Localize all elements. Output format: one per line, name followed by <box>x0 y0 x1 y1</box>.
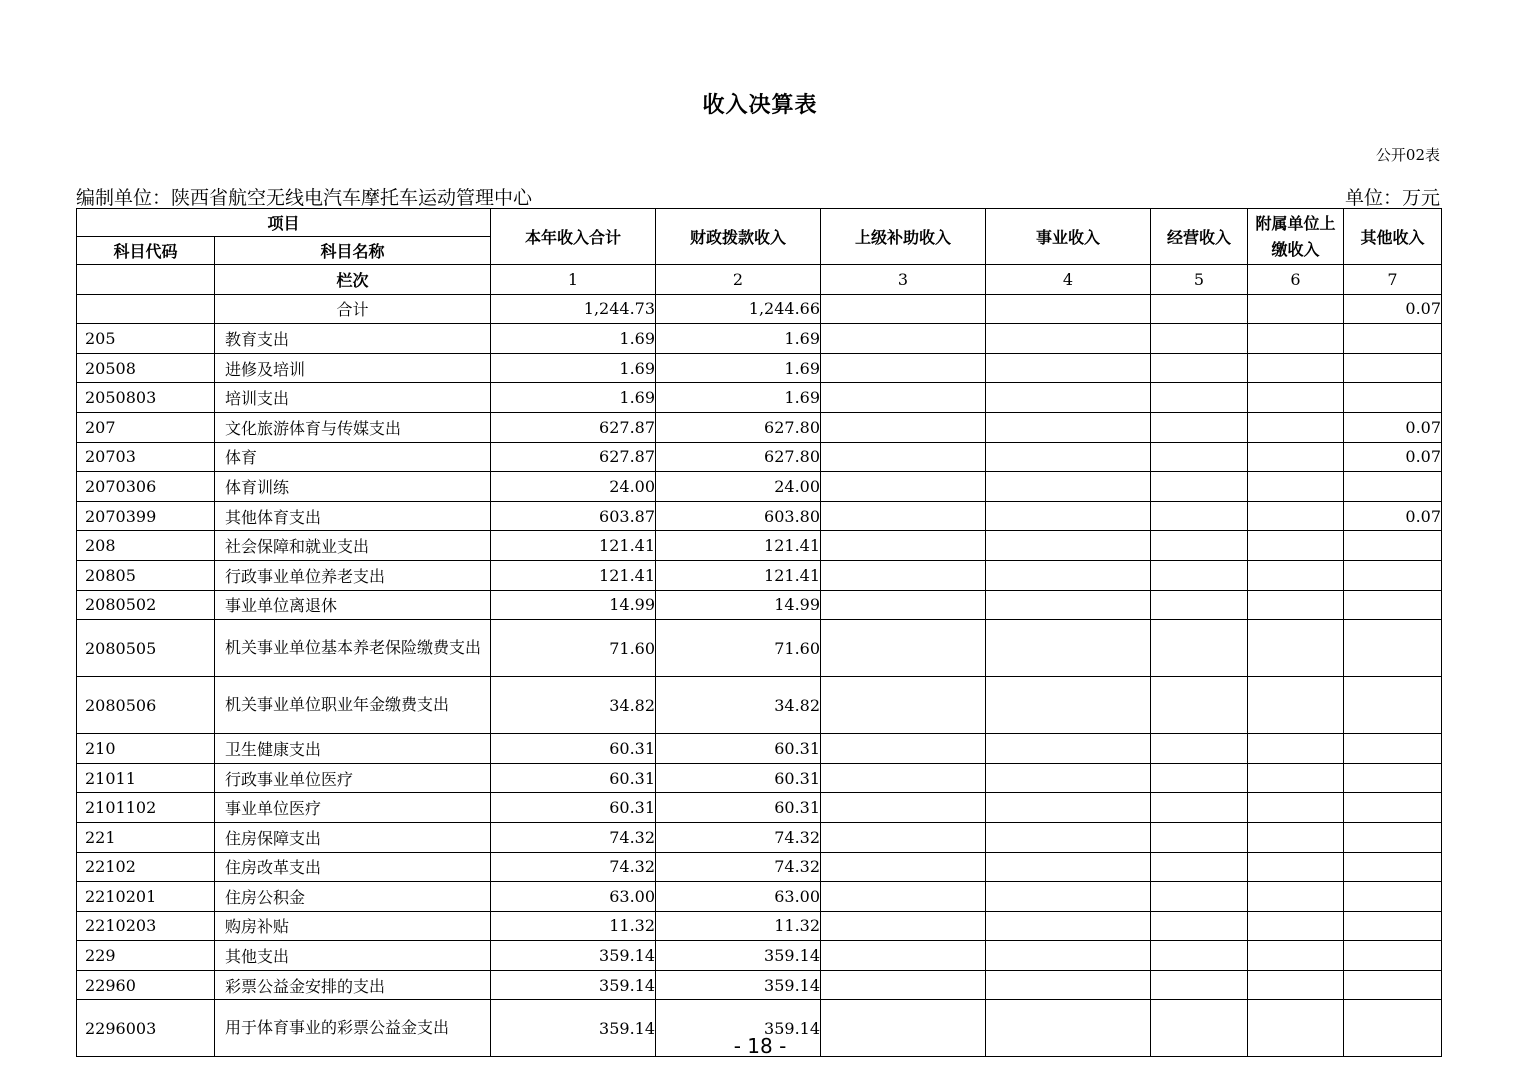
other-cell <box>1344 353 1442 383</box>
affiliated-cell <box>1248 620 1344 677</box>
business-cell <box>986 620 1151 677</box>
other-cell <box>1344 763 1442 793</box>
fiscal-cell: 121.41 <box>656 531 821 561</box>
affiliated-cell <box>1248 472 1344 502</box>
affiliated-cell <box>1248 353 1344 383</box>
superior-cell <box>821 590 986 620</box>
name-cell: 文化旅游体育与传媒支出 <box>215 412 491 442</box>
affiliated-cell <box>1248 822 1344 852</box>
code-cell: 22102 <box>77 852 215 882</box>
affiliated-cell <box>1248 560 1344 590</box>
other-cell <box>1344 383 1442 413</box>
total-cell: 603.87 <box>491 501 656 531</box>
name-cell: 行政事业单位医疗 <box>215 763 491 793</box>
other-cell <box>1344 560 1442 590</box>
code-cell: 2070399 <box>77 501 215 531</box>
superior-cell <box>821 383 986 413</box>
code-cell: 2080502 <box>77 590 215 620</box>
affiliated-cell <box>1248 852 1344 882</box>
operating-cell <box>1151 911 1248 941</box>
other-cell <box>1344 324 1442 354</box>
code-cell: 21011 <box>77 763 215 793</box>
name-cell: 培训支出 <box>215 383 491 413</box>
total-other-cell: 0.07 <box>1344 294 1442 324</box>
fiscal-cell: 359.14 <box>656 970 821 1000</box>
other-cell: 0.07 <box>1344 442 1442 472</box>
column-number: 6 <box>1248 265 1344 295</box>
operating-cell <box>1151 763 1248 793</box>
table-row <box>77 531 1442 561</box>
name-cell: 教育支出 <box>215 324 491 354</box>
affiliated-cell <box>1248 970 1344 1000</box>
operating-cell <box>1151 442 1248 472</box>
operating-cell <box>1151 970 1248 1000</box>
table-row <box>77 560 1442 590</box>
fiscal-cell: 74.32 <box>656 822 821 852</box>
affiliated-cell <box>1248 793 1344 823</box>
total-cell: 121.41 <box>491 560 656 590</box>
total-income-cell: 1,244.73 <box>491 294 656 324</box>
fiscal-cell: 60.31 <box>656 763 821 793</box>
business-cell <box>986 472 1151 502</box>
total-cell: 60.31 <box>491 793 656 823</box>
other-cell <box>1344 531 1442 561</box>
business-cell <box>986 677 1151 734</box>
total-cell: 627.87 <box>491 442 656 472</box>
fiscal-cell: 627.80 <box>656 412 821 442</box>
operating-cell <box>1151 852 1248 882</box>
name-cell: 进修及培训 <box>215 353 491 383</box>
business-cell <box>986 324 1151 354</box>
total-cell: 71.60 <box>491 620 656 677</box>
affiliated-cell <box>1248 677 1344 734</box>
superior-cell <box>821 324 986 354</box>
page-title: 收入决算表 <box>702 93 818 118</box>
header-other: 其他收入 <box>1344 209 1442 265</box>
name-cell: 事业单位医疗 <box>215 793 491 823</box>
operating-cell <box>1151 590 1248 620</box>
table-row <box>77 793 1442 823</box>
table-row <box>77 442 1442 472</box>
income-table <box>76 208 1442 1057</box>
unit-label: 单位：万元 <box>1344 187 1440 209</box>
other-cell <box>1344 472 1442 502</box>
total-cell: 359.14 <box>491 1000 656 1057</box>
other-cell <box>1344 941 1442 971</box>
total-cell: 60.31 <box>491 763 656 793</box>
total-business-cell <box>986 294 1151 324</box>
fiscal-cell: 60.31 <box>656 734 821 764</box>
affiliated-cell <box>1248 734 1344 764</box>
business-cell <box>986 353 1151 383</box>
name-cell: 其他体育支出 <box>215 501 491 531</box>
code-cell: 2296003 <box>77 1000 215 1057</box>
code-cell: 205 <box>77 324 215 354</box>
code-cell: 22960 <box>77 970 215 1000</box>
affiliated-cell <box>1248 442 1344 472</box>
column-number: 2 <box>656 265 821 295</box>
superior-cell <box>821 677 986 734</box>
other-cell <box>1344 882 1442 912</box>
code-cell: 2050803 <box>77 383 215 413</box>
column-number: 1 <box>491 265 656 295</box>
affiliated-cell <box>1248 324 1344 354</box>
table-row <box>77 677 1442 734</box>
table-row <box>77 383 1442 413</box>
total-cell: 1.69 <box>491 353 656 383</box>
name-cell: 机关事业单位职业年金缴费支出 <box>215 677 491 734</box>
fiscal-cell: 1.69 <box>656 324 821 354</box>
total-label: 合计 <box>215 294 491 324</box>
header-business: 事业收入 <box>986 209 1151 265</box>
table-row <box>77 324 1442 354</box>
table-row <box>77 911 1442 941</box>
business-cell <box>986 822 1151 852</box>
fiscal-cell: 24.00 <box>656 472 821 502</box>
other-cell <box>1344 852 1442 882</box>
total-code-cell <box>77 294 215 324</box>
code-cell: 2070306 <box>77 472 215 502</box>
name-cell: 彩票公益金安排的支出 <box>215 970 491 1000</box>
superior-cell <box>821 353 986 383</box>
table-row <box>77 763 1442 793</box>
total-cell: 14.99 <box>491 590 656 620</box>
other-cell <box>1344 793 1442 823</box>
operating-cell <box>1151 383 1248 413</box>
other-cell <box>1344 734 1442 764</box>
code-cell: 229 <box>77 941 215 971</box>
total-cell: 63.00 <box>491 882 656 912</box>
code-cell: 221 <box>77 822 215 852</box>
header-fiscal: 财政拨款收入 <box>656 209 821 265</box>
operating-cell <box>1151 560 1248 590</box>
code-cell: 2080506 <box>77 677 215 734</box>
superior-cell <box>821 911 986 941</box>
superior-cell <box>821 620 986 677</box>
superior-cell <box>821 793 986 823</box>
superior-cell <box>821 412 986 442</box>
operating-cell <box>1151 677 1248 734</box>
code-cell: 207 <box>77 412 215 442</box>
fiscal-cell: 11.32 <box>656 911 821 941</box>
affiliated-cell <box>1248 590 1344 620</box>
table-row <box>77 852 1442 882</box>
fiscal-cell: 359.14 <box>656 941 821 971</box>
fiscal-cell: 34.82 <box>656 677 821 734</box>
fiscal-cell: 60.31 <box>656 793 821 823</box>
code-cell: 2101102 <box>77 793 215 823</box>
column-label: 栏次 <box>215 265 491 295</box>
affiliated-cell <box>1248 882 1344 912</box>
superior-cell <box>821 560 986 590</box>
business-cell <box>986 442 1151 472</box>
operating-cell <box>1151 734 1248 764</box>
total-superior-cell <box>821 294 986 324</box>
operating-cell <box>1151 620 1248 677</box>
superior-cell <box>821 442 986 472</box>
column-number: 5 <box>1151 265 1248 295</box>
code-cell: 20805 <box>77 560 215 590</box>
code-cell: 20508 <box>77 353 215 383</box>
business-cell <box>986 501 1151 531</box>
business-cell <box>986 590 1151 620</box>
name-cell: 事业单位离退休 <box>215 590 491 620</box>
operating-cell <box>1151 822 1248 852</box>
business-cell <box>986 412 1151 442</box>
affiliated-cell <box>1248 383 1344 413</box>
fiscal-cell: 359.14 <box>656 1000 821 1057</box>
code-cell: 2210201 <box>77 882 215 912</box>
header-project: 项目 <box>77 209 491 237</box>
business-cell <box>986 383 1151 413</box>
total-row <box>77 294 1442 324</box>
table-row <box>77 590 1442 620</box>
name-cell: 购房补贴 <box>215 911 491 941</box>
name-cell: 体育 <box>215 442 491 472</box>
operating-cell <box>1151 531 1248 561</box>
affiliated-cell <box>1248 941 1344 971</box>
total-cell: 74.32 <box>491 822 656 852</box>
total-cell: 359.14 <box>491 941 656 971</box>
affiliated-cell <box>1248 763 1344 793</box>
superior-cell <box>821 531 986 561</box>
total-cell: 1.69 <box>491 324 656 354</box>
name-cell: 住房保障支出 <box>215 822 491 852</box>
fiscal-cell: 71.60 <box>656 620 821 677</box>
code-cell: 2080505 <box>77 620 215 677</box>
column-number: 7 <box>1344 265 1442 295</box>
business-cell <box>986 793 1151 823</box>
operating-cell <box>1151 412 1248 442</box>
unit-line <box>76 183 1440 209</box>
table-row <box>77 620 1442 677</box>
total-cell: 1.69 <box>491 383 656 413</box>
fiscal-cell: 74.32 <box>656 852 821 882</box>
superior-cell <box>821 822 986 852</box>
table-row <box>77 353 1442 383</box>
business-cell <box>986 882 1151 912</box>
operating-cell <box>1151 324 1248 354</box>
affiliated-cell <box>1248 531 1344 561</box>
fiscal-cell: 121.41 <box>656 560 821 590</box>
header-code: 科目代码 <box>77 237 215 265</box>
other-cell: 0.07 <box>1344 412 1442 442</box>
name-cell: 社会保障和就业支出 <box>215 531 491 561</box>
total-cell: 121.41 <box>491 531 656 561</box>
fiscal-cell: 603.80 <box>656 501 821 531</box>
column-number-blank <box>77 265 215 295</box>
total-operating-cell <box>1151 294 1248 324</box>
total-fiscal-cell: 1,244.66 <box>656 294 821 324</box>
business-cell <box>986 852 1151 882</box>
superior-cell <box>821 941 986 971</box>
code-cell: 210 <box>77 734 215 764</box>
superior-cell <box>821 970 986 1000</box>
superior-cell <box>821 734 986 764</box>
fiscal-cell: 627.80 <box>656 442 821 472</box>
operating-cell <box>1151 793 1248 823</box>
fiscal-cell: 1.69 <box>656 353 821 383</box>
total-cell: 11.32 <box>491 911 656 941</box>
business-cell <box>986 531 1151 561</box>
code-cell: 2210203 <box>77 911 215 941</box>
name-cell: 用于体育事业的彩票公益金支出 <box>215 1000 491 1057</box>
other-cell <box>1344 822 1442 852</box>
page-number: - 18 - <box>733 1034 787 1058</box>
table-row <box>77 412 1442 442</box>
other-cell <box>1344 911 1442 941</box>
total-cell: 627.87 <box>491 412 656 442</box>
business-cell <box>986 560 1151 590</box>
affiliated-cell <box>1248 412 1344 442</box>
superior-cell <box>821 763 986 793</box>
superior-cell <box>821 501 986 531</box>
total-cell: 60.31 <box>491 734 656 764</box>
total-cell: 359.14 <box>491 970 656 1000</box>
name-cell: 其他支出 <box>215 941 491 971</box>
table-row <box>77 472 1442 502</box>
fiscal-cell: 63.00 <box>656 882 821 912</box>
other-cell <box>1344 620 1442 677</box>
total-cell: 74.32 <box>491 852 656 882</box>
header-superior: 上级补助收入 <box>821 209 986 265</box>
name-cell: 体育训练 <box>215 472 491 502</box>
total-affiliated-cell <box>1248 294 1344 324</box>
code-cell: 20703 <box>77 442 215 472</box>
header-name: 科目名称 <box>215 237 491 265</box>
header-total: 本年收入合计 <box>491 209 656 265</box>
table-row <box>77 941 1442 971</box>
operating-cell <box>1151 353 1248 383</box>
column-number: 4 <box>986 265 1151 295</box>
total-cell: 34.82 <box>491 677 656 734</box>
business-cell <box>986 763 1151 793</box>
superior-cell <box>821 472 986 502</box>
business-cell <box>986 734 1151 764</box>
other-cell <box>1344 677 1442 734</box>
name-cell: 行政事业单位养老支出 <box>215 560 491 590</box>
superior-cell <box>821 882 986 912</box>
total-cell: 24.00 <box>491 472 656 502</box>
header-operating: 经营收入 <box>1151 209 1248 265</box>
affiliated-cell <box>1248 501 1344 531</box>
superior-cell <box>821 852 986 882</box>
name-cell: 机关事业单位基本养老保险缴费支出 <box>215 620 491 677</box>
table-row <box>77 970 1442 1000</box>
table-row <box>77 501 1442 531</box>
code-cell: 208 <box>77 531 215 561</box>
business-cell <box>986 941 1151 971</box>
name-cell: 卫生健康支出 <box>215 734 491 764</box>
operating-cell <box>1151 882 1248 912</box>
other-cell <box>1344 590 1442 620</box>
fiscal-cell: 14.99 <box>656 590 821 620</box>
business-cell <box>986 970 1151 1000</box>
table-row <box>77 882 1442 912</box>
other-cell <box>1344 970 1442 1000</box>
affiliated-cell <box>1248 911 1344 941</box>
name-cell: 住房改革支出 <box>215 852 491 882</box>
column-number: 3 <box>821 265 986 295</box>
header-affiliated: 附属单位上缴收入 <box>1248 209 1344 265</box>
other-cell: 0.07 <box>1344 501 1442 531</box>
operating-cell <box>1151 472 1248 502</box>
operating-cell <box>1151 501 1248 531</box>
business-cell <box>986 911 1151 941</box>
table-row <box>77 822 1442 852</box>
name-cell: 住房公积金 <box>215 882 491 912</box>
operating-cell <box>1151 941 1248 971</box>
fiscal-cell: 1.69 <box>656 383 821 413</box>
form-code: 公开02表 <box>1375 146 1440 164</box>
org-label: 编制单位：陕西省航空无线电汽车摩托车运动管理中心 <box>76 187 533 209</box>
table-row <box>77 734 1442 764</box>
